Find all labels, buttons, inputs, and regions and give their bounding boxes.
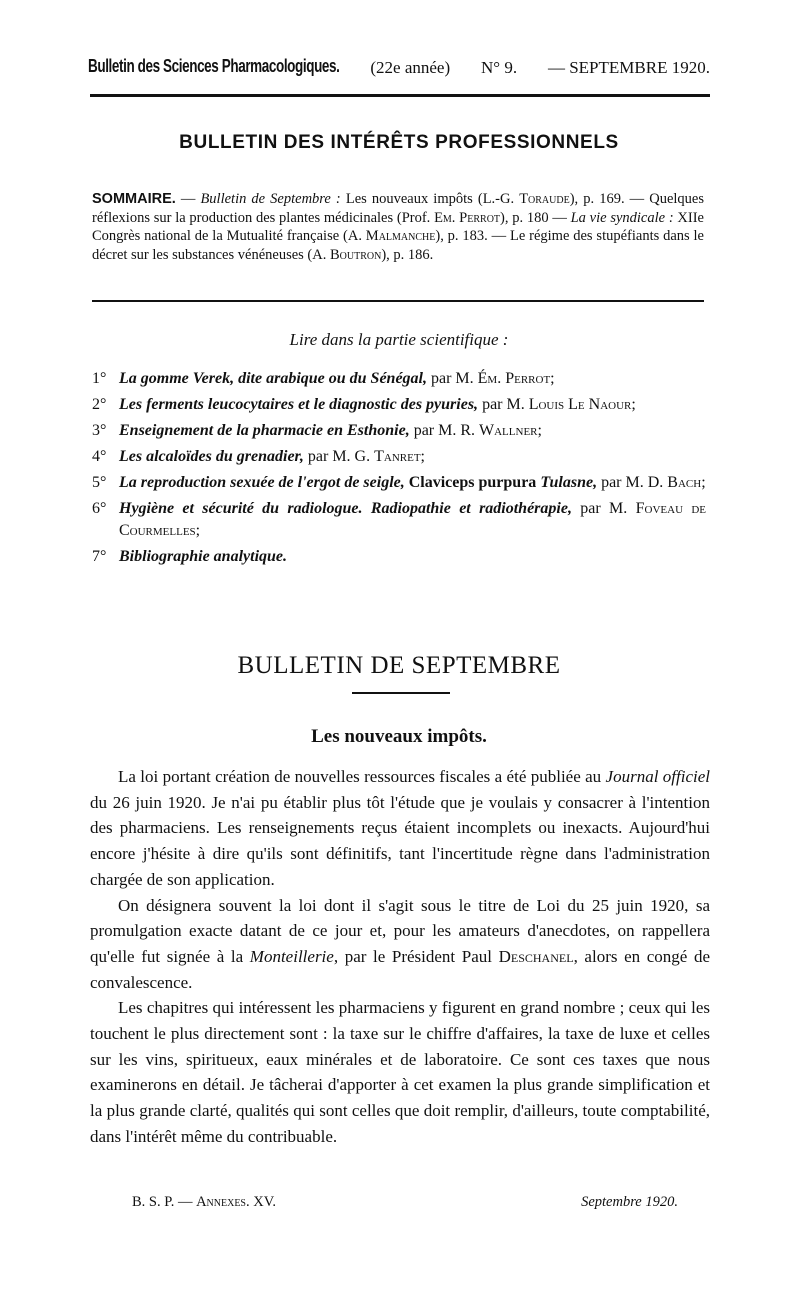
contents-end: ; <box>701 474 706 491</box>
header-rule <box>90 94 710 97</box>
journal-officiel: Journal officiel <box>605 767 710 786</box>
contents-title: Les alcaloïdes du grenadier, <box>119 448 304 465</box>
contents-number: 7° <box>92 548 107 565</box>
paragraph-text: On désignera souvent la loi dont il s'agit sous le titre de Loi du 25 juin 1920, sa promulgation exacte datant de ce jour et, pour les amateurs d'anecdotes, on rappellera qu'elle fut signée à la <box>90 895 710 966</box>
contents-end: ; <box>550 370 555 387</box>
contents-title: Les ferments leucocytaires et le diagnostic des pyuries, <box>119 396 479 413</box>
contents-number: 5° <box>92 474 107 491</box>
volume-year: (22e année) <box>370 58 451 77</box>
contents-par: par M. <box>571 500 636 517</box>
issue-month: — SEPTEMBRE 1920. <box>547 58 710 77</box>
contents-title: La reproduction sexuée de l'ergot de seigle, <box>119 474 405 491</box>
footer-annexes: Annexes <box>196 1194 246 1210</box>
contents-title: Hygiène et sécurité du radiologue. Radiopathie et radiothérapie, <box>119 500 572 517</box>
contents-author: Bach <box>667 474 702 491</box>
lire-heading: Lire dans la partie scientifique : <box>289 330 509 349</box>
contents-item <box>92 546 706 568</box>
sommaire-author: Em. Perrot <box>434 209 501 226</box>
footer-date: Septembre 1920. <box>581 1194 678 1210</box>
contents-item <box>92 420 706 442</box>
contents-title: La gomme Verek, dite arabique ou du Sénégal, <box>119 370 427 387</box>
section-title: BULLETIN DES INTÉRÊTS PROFESSIONNELS <box>179 132 619 153</box>
contents-title: Enseignement de la pharmacie en Esthonie, <box>119 422 410 439</box>
contents-par: par M. D. <box>597 474 668 491</box>
sommaire-text: ), p. 169. — Quelques réflexions sur la production des plantes médicinales (Prof. <box>92 191 704 226</box>
contents-number: 6° <box>92 500 107 517</box>
paragraph: Les chapitres qui intéressent les pharmaciens y figurent en grand nombre ; ceux qui les touchent le plus directement sont : la taxe sur le chiffre d'affaires, la taxe de luxe et celles sur les vins, spiritueux, eaux minérales et de laboratoire. Ce sont ces taxes que nous examinerons en détail. Je tâcherai d'apporter à cet examen la plus grande simplification et la plus grande clarté, qualités qui sont celles que doit remplir, d'ailleurs, toute comptabilité, dans l'intérêt même du contribuable. <box>90 998 710 1146</box>
contents-title: Bibliographie analytique. <box>119 548 288 565</box>
article-title: Les nouveaux impôts. <box>311 726 487 747</box>
contents-item <box>92 472 706 494</box>
contents-number: 2° <box>92 396 107 413</box>
person-name: Deschanel <box>498 946 574 966</box>
sommaire-vie-label: La vie syndicale : <box>570 209 674 226</box>
sommaire-text: Les nouveaux impôts (L.-G. <box>340 191 520 207</box>
footer-suffix: . XV. <box>246 1194 276 1210</box>
contents-par: par M. R. <box>409 422 480 439</box>
contents-author: Tanret <box>374 448 421 465</box>
contents-par: par M. <box>478 396 529 413</box>
contents-item <box>92 446 706 468</box>
contents-item <box>92 498 706 542</box>
paragraph-text: , alors en congé de convalescence. <box>90 946 710 992</box>
contents-par: par M. <box>427 370 478 387</box>
paragraph-text: du 26 juin 1920. Je n'ai pu établir plus tôt l'étude que je voulais y consacrer à l'intention des pharmaciens. Les renseignements reçus étaient incomplets ou inexacts. Aujourd'hui encore j'hésite à dire qu'ils sont définitifs, tant l'incertitude règne dans l'administration chargée de son application. <box>90 792 710 889</box>
sommaire-bulletin-label: Bulletin de Septembre : <box>200 191 341 207</box>
contents-author: Foveau de Courmelles <box>119 500 707 539</box>
paragraph <box>90 764 710 893</box>
paragraph-text: , par le Président Paul <box>333 946 499 966</box>
contents-number: 4° <box>92 448 107 465</box>
contents-end: ; <box>631 396 636 413</box>
bulletin-rule <box>352 692 450 694</box>
paragraph-text: La loi portant création de nouvelles ressources fiscales a été publiée au <box>118 767 606 786</box>
contents-item <box>92 368 706 390</box>
contents-number: 1° <box>92 370 107 387</box>
sommaire-text: ), p. 180 — <box>500 209 571 226</box>
journal-name: Bulletin des Sciences Pharmacologiques. <box>88 55 340 76</box>
bulletin-title: BULLETIN DE SEPTEMBRE <box>237 652 561 679</box>
sommaire-text: ), p. 186. <box>381 246 434 263</box>
sommaire-text: XIIe Congrès national de la Mutualité française (A. <box>92 209 704 245</box>
article-body <box>90 764 710 1150</box>
issue-number: N° 9. <box>481 58 518 77</box>
sommaire-author: Malmanche <box>365 228 436 245</box>
contents-author: Wallner <box>479 422 538 439</box>
contents-end: ; <box>195 522 201 539</box>
sommaire <box>92 190 704 264</box>
contents-par: par M. G. <box>303 448 375 465</box>
contents-author: Louis Le Naour <box>528 396 632 413</box>
sommaire-text: — <box>175 191 201 207</box>
contents-author: Ém. Perrot <box>477 370 551 387</box>
sommaire-author: Toraude <box>519 191 570 207</box>
sommaire-text: ), p. 183. — Le régime des stupéfiants dans le décret sur les substances vénéneuses (A. <box>92 228 704 263</box>
contents-species-author: Tulasne, <box>540 474 598 491</box>
contents-end: ; <box>537 422 542 439</box>
sommaire-label: SOMMAIRE. <box>92 191 176 207</box>
footer-prefix: B. S. P. — <box>132 1194 197 1210</box>
sommaire-author: Boutron <box>329 246 382 263</box>
contents-species: Claviceps purpura <box>404 474 541 491</box>
footer-left <box>132 1194 276 1211</box>
contents-list <box>92 368 706 572</box>
page-footer <box>132 1194 678 1211</box>
sommaire-rule <box>92 300 704 302</box>
contents-end: ; <box>420 448 425 465</box>
running-head <box>88 55 710 78</box>
paragraph <box>90 893 710 996</box>
contents-item <box>92 394 706 416</box>
contents-number: 3° <box>92 422 107 439</box>
place-name: Monteillerie <box>249 946 334 966</box>
